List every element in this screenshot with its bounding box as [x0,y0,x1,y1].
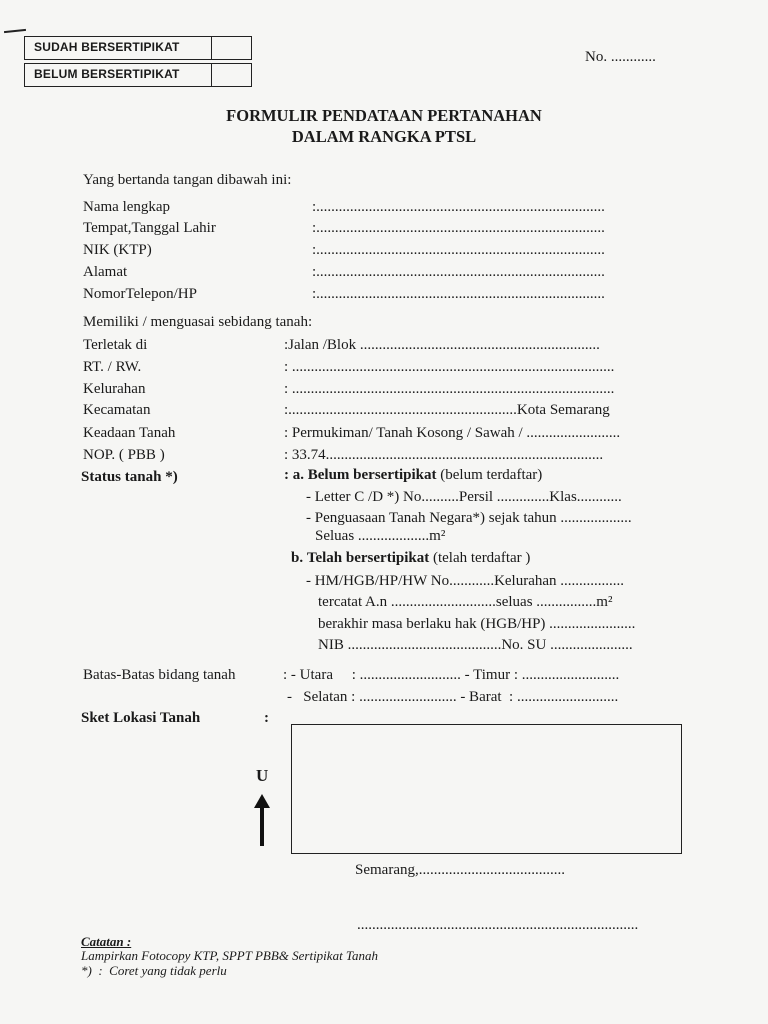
intro-text: Yang bertanda tangan dibawah ini: [83,172,292,188]
area-a-field[interactable]: Seluas ...................m² [315,528,446,544]
status-a-line [284,467,542,484]
place-date-field[interactable]: Semarang,....................................... [355,862,565,878]
notes-line-2: *) : Coret yang tidak perlu [81,963,227,978]
certified-status-label: SUDAH BERSERTIPIKAT [34,40,180,54]
kelurahan-field[interactable]: : ...................................................................................... [284,381,615,397]
nop-label: NOP. ( PBB ) [83,447,165,463]
land-status-label: Status tanah *) [81,469,178,485]
status-a-prefix: : a. [284,467,304,483]
form-title-line1: FORMULIR PENDATAAN PERTANAHAN [226,106,542,125]
registered-name-field[interactable]: tercatat A.n ............................seluas ................m² [318,594,613,610]
birth-label: Tempat,Tanggal Lahir [83,220,216,236]
status-a-note: (belum terdaftar) [440,467,543,483]
sketch-area[interactable] [291,724,682,854]
land-condition-field[interactable]: : Permukiman/ Tanah Kosong / Sawah / ......................... [284,425,621,441]
notes-line-1: Lampirkan Fotocopy KTP, SPPT PBB& Sertipikat Tanah [81,948,378,963]
uncertified-status-box [24,63,252,87]
name-field[interactable]: :............................................................................. [312,199,605,215]
stray-pen-mark [4,29,26,33]
kecamatan-field[interactable]: :.............................................................Kota Semarang [284,402,610,418]
expiry-field[interactable]: berakhir masa berlaku hak (HGB/HP) ....................... [318,616,636,632]
nik-field[interactable]: :............................................................................. [312,242,605,258]
kecamatan-label: Kecamatan [83,402,151,418]
land-intro: Memiliki / menguasai sebidang tanah: [83,314,313,330]
land-condition-label: Keadaan Tanah [83,425,176,441]
status-b-line [291,550,530,567]
certified-checkbox[interactable] [211,36,251,60]
rtrw-field[interactable]: : ...................................................................................... [284,359,615,375]
phone-field[interactable]: :............................................................................. [312,286,605,302]
status-b-note: (telah terdaftar ) [432,550,531,566]
address-field[interactable]: :............................................................................. [312,264,605,280]
rtrw-label: RT. / RW. [83,359,142,375]
form-title-line2: DALAM RANGKA PTSL [291,127,477,146]
certificate-number-field[interactable]: - HM/HGB/HP/HW No............Kelurahan ................. [306,573,625,589]
north-arrow-icon [252,794,272,846]
nik-label: NIK (KTP) [83,242,152,258]
letter-c-field[interactable]: - Letter C /D *) No..........Persil ..............Klas............ [306,489,622,505]
certified-status-box [24,36,252,60]
notes-heading: Catatan : [81,934,132,949]
sketch-label: Sket Lokasi Tanah [81,710,201,726]
status-a-title: Belum bersertipikat [307,467,437,483]
uncertified-checkbox[interactable] [211,63,251,87]
north-letter: U [256,766,269,785]
boundaries-north-east[interactable]: : - Utara : ........................... - Timur : .......................... [283,667,620,683]
state-land-field[interactable]: - Penguasaan Tanah Negara*) sejak tahun ................... [306,510,632,526]
boundaries-south-west[interactable]: - Selatan : .......................... - Barat : ........................... [287,689,619,705]
kelurahan-label: Kelurahan [83,381,146,397]
status-b-prefix: b. [291,550,304,566]
signature-line[interactable]: ........................................................................... [357,917,639,933]
name-label: Nama lengkap [83,199,171,215]
birth-field[interactable]: :............................................................................. [312,220,605,236]
nib-field[interactable]: NIB .........................................No. SU ...................... [318,637,633,653]
uncertified-status-label: BELUM BERSERTIPIKAT [34,67,180,81]
location-field[interactable]: :Jalan /Blok ................................................................ [284,337,600,353]
nop-field[interactable]: : 33.74.......................................................................... [284,447,604,463]
form-number: No. ............ [585,49,656,65]
location-label: Terletak di [83,337,148,353]
sketch-colon: : [264,710,269,726]
boundaries-label: Batas-Batas bidang tanah [83,667,236,683]
phone-label: NomorTelepon/HP [83,286,197,302]
status-b-title: Telah bersertipikat [306,550,430,566]
address-label: Alamat [83,264,128,280]
